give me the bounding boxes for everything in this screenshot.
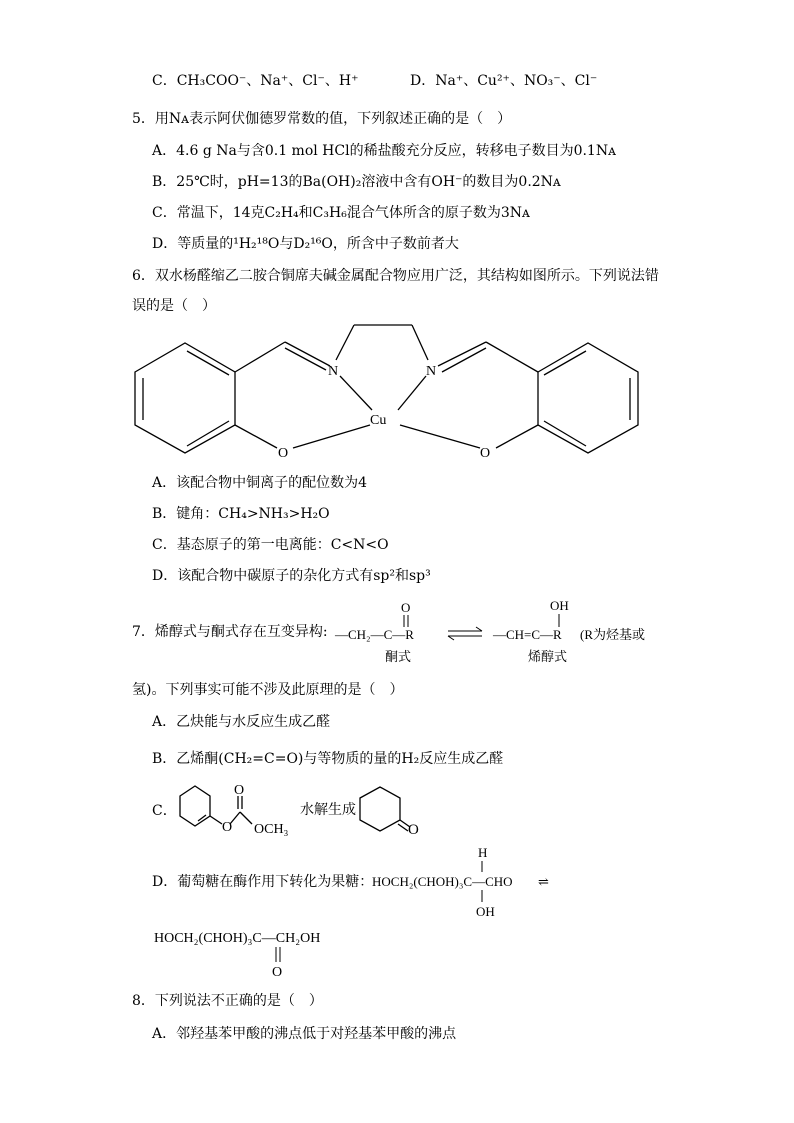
- q6-option-b: B．键角：CH₄>NH₃>H₂O: [152, 506, 330, 522]
- q8-stem: 8．下列说法不正确的是（ ）: [132, 993, 323, 1009]
- glucose-h-label: H: [478, 845, 488, 860]
- keto-enol-equilibrium: [330, 596, 670, 666]
- q6-option-a: A．该配合物中铜离子的配位数为4: [152, 475, 368, 491]
- ester-oxygen-label: O: [222, 820, 233, 835]
- keto-label: 酮式: [385, 649, 412, 664]
- q7-option-c-letter: C．: [152, 803, 177, 819]
- q5-option-a: A．4.6 g Na与含0.1 mol HCl的稀盐酸充分反应，转移电子数目为0.1Nᴀ: [152, 143, 617, 159]
- q6-option-d: D．该配合物中碳原子的杂化方式有sp²和sp³: [152, 568, 431, 584]
- glucose-structure: [368, 842, 568, 922]
- q7-option-c-text: 水解生成: [300, 803, 356, 818]
- schiff-base-copper-structure: [130, 320, 650, 465]
- q8-option-a: A．邻羟基苯甲酸的沸点低于对羟基苯甲酸的沸点: [152, 1026, 457, 1042]
- copper-label: Cu: [370, 413, 387, 428]
- q4-option-c: C．CH₃COO⁻、Na⁺、Cl⁻、H⁺: [152, 73, 359, 89]
- keto-oxygen-label: O: [401, 600, 411, 615]
- carbonyl-oxygen-label: O: [234, 783, 245, 798]
- q7-stem-end: (R为烃基或: [580, 627, 646, 642]
- glucose-formula: HOCH₂(CHOH)₃C—CHO: [372, 874, 513, 889]
- glucose-oh-label: OH: [476, 904, 495, 919]
- q7-stem-start: 7．烯醇式与酮式存在互变异构:: [132, 624, 328, 640]
- q7-option-b: B．乙烯酮(CH₂=C=O)与等物质的量的H₂反应生成乙醛: [152, 751, 504, 767]
- q7-option-d-tail: ⇌: [538, 874, 549, 889]
- fructose-carbonyl-label: O: [272, 965, 283, 980]
- q7-option-d-text: D．葡萄糖在酶作用下转化为果糖：: [152, 874, 374, 890]
- q7-option-a: A．乙炔能与水反应生成乙醛: [152, 714, 331, 730]
- fructose-formula: HOCH₂(CHOH)₃C—CH₂OH: [154, 931, 321, 946]
- q5-option-b: B．25℃时，pH=13的Ba(OH)₂溶液中含有OH⁻的数目为0.2Nᴀ: [152, 174, 561, 190]
- q7-stem-line2: 氢)。下列事实可能不涉及此原理的是（ ）: [132, 682, 404, 698]
- fructose-structure: [150, 922, 380, 982]
- q6-stem-line1: 6．双水杨醛缩乙二胺合铜席夫碱金属配合物应用广泛，其结构如图所示。下列说法错: [132, 268, 659, 284]
- enol-label: 烯醇式: [528, 649, 568, 664]
- nitrogen-left-label: N: [328, 364, 339, 379]
- oxygen-left-label: O: [278, 446, 289, 461]
- ketone-oxygen-label: O: [408, 822, 419, 838]
- q5-option-c: C．常温下，14克C₂H₄和C₃H₆混合气体所含的原子数为3Nᴀ: [152, 205, 530, 221]
- nitrogen-right-label: N: [426, 364, 437, 379]
- q5-option-d: D．等质量的¹H₂¹⁸O与D₂¹⁶O，所含中子数前者大: [152, 236, 459, 252]
- enol-formula: —CH=C—R: [493, 627, 562, 642]
- q4-option-d: D．Na⁺、Cu²⁺、NO₃⁻、Cl⁻: [410, 73, 598, 89]
- methoxy-label: OCH₃: [254, 822, 289, 837]
- q6-stem-line2: 误的是（ ）: [132, 298, 216, 314]
- q5-stem: 5．用Nᴀ表示阿伏伽德罗常数的值，下列叙述正确的是（ ）: [132, 111, 512, 127]
- cyclohexenyl-carbonate-structure: [172, 778, 462, 840]
- q6-option-c: C．基态原子的第一电离能：C<N<O: [152, 537, 389, 553]
- keto-formula: —CH₂—C—R: [335, 627, 414, 642]
- oxygen-right-label: O: [480, 446, 491, 461]
- enol-hydroxyl-label: OH: [550, 598, 569, 613]
